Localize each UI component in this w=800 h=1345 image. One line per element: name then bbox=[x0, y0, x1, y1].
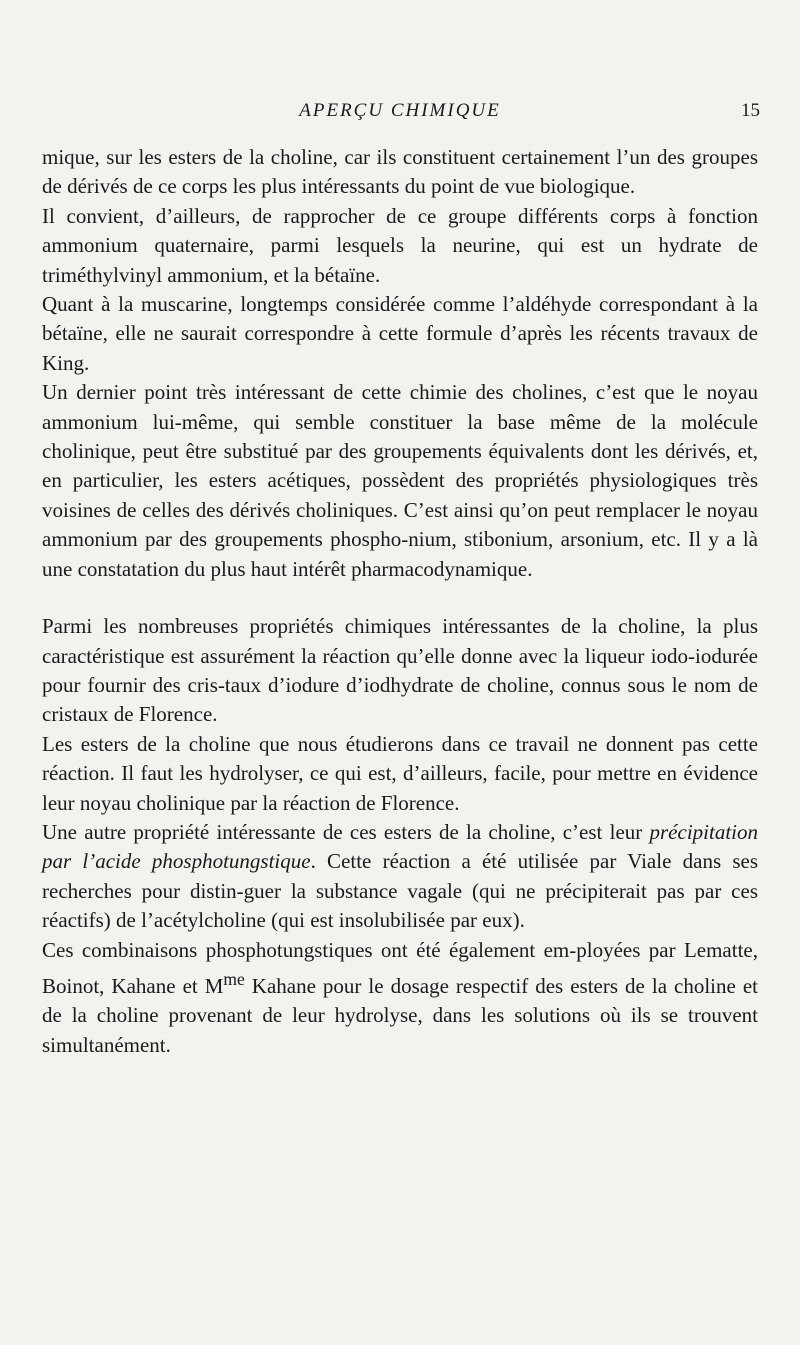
paragraph-8-text-before: Ces combinaisons phosphotungstiques ont été également em-ployées par Lematte, Boinot, Kahane et M bbox=[42, 937, 758, 998]
paragraph-4: Un dernier point très intéressant de cette chimie des cholines, c’est que le noyau ammonium lui-même, qui semble constituer la base même de la molécule cholinique, peut être substitué par des groupements équivalents dont les dérivés, et, en particulier, les esters acétiques, possèdent des propriétés physiologiques très voisines de celles des dérivés choliniques. C’est ainsi qu’on peut remplacer le noyau ammonium par des groupements phospho-nium, stibonium, arsonium, etc. Il y a là une constatation du plus haut intérêt pharmacodynamique. bbox=[42, 380, 758, 581]
body-text bbox=[42, 143, 758, 1060]
paragraph-5: Parmi les nombreuses propriétés chimiques intéressantes de la choline, la plus caractéristique est assurément la réaction qu’elle donne avec la liqueur iodo-iodurée pour fournir des cris-taux d’iodure d’iodhydrate de choline, connus sous le nom de cristaux de Florence. bbox=[42, 614, 758, 727]
paragraph-6: Les esters de la choline que nous étudierons dans ce travail ne donnent pas cette réaction. Il faut les hydrolyser, ce qui est, d’ailleurs, facile, pour mettre en évidence leur noyau cholinique par la réaction de Florence. bbox=[42, 731, 758, 815]
paragraph-7-italic-phrase: précipitation par l’acide phosphotungstique bbox=[42, 819, 758, 874]
running-head bbox=[40, 100, 760, 130]
paragraph-1: mique, sur les esters de la choline, car ils constituent certainement l’un des groupes de dérivés de ce corps les plus intéressants du point de vue biologique. bbox=[42, 145, 758, 199]
paragraph-8-superscript: me bbox=[223, 968, 245, 989]
paragraph-7-text-after: . Cette réaction a été utilisée par Viale dans ses recherches pour distin-guer la substance vagale (qui ne précipiterait pas par ces réactifs) de l’acétylcholine (qui est insolubilisée par eux). bbox=[42, 849, 758, 933]
paragraph-7 bbox=[42, 818, 758, 936]
paragraph-3: Quant à la muscarine, longtemps considérée comme l’aldéhyde correspondant à la bétaïne, elle ne saurait correspondre à cette formule d’après les récents travaux de King. bbox=[42, 292, 758, 375]
paragraph-2: Il convient, d’ailleurs, de rapprocher de ce groupe différents corps à fonction ammonium quaternaire, parmi lesquels la neurine, qui est un hydrate de triméthylvinyl ammonium, et la bétaïne. bbox=[42, 203, 758, 287]
paragraph-7-text-before: Une autre propriété intéressante de ces esters de la choline, c’est leur bbox=[42, 819, 650, 844]
paragraph-8-text-after: Kahane pour le dosage respectif des esters de la choline et de la choline provenant de leur hydrolyse, dans les solutions où ils se trouvent simultanément. bbox=[42, 973, 758, 1057]
paragraph-8 bbox=[42, 936, 758, 1061]
running-title: APERÇU CHIMIQUE bbox=[299, 100, 501, 121]
page-number: 15 bbox=[741, 100, 760, 121]
